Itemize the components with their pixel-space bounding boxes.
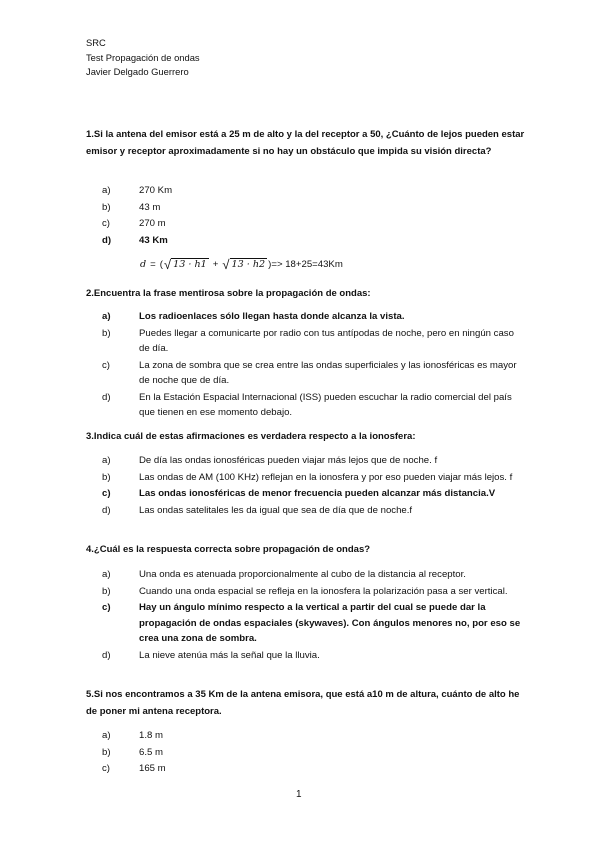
option-letter: c) [102, 218, 110, 229]
option-text: De día las ondas ionosféricas pueden viajar más lejos que de noche. f [139, 455, 438, 466]
option-letter: c) [102, 602, 111, 613]
formula-close-paren: ) [268, 259, 272, 270]
document-header [86, 36, 200, 80]
option-text: Cuando una onda espacial se refleja en la ionosfera la polarización pasa a ser vertical. [139, 585, 508, 597]
option-text: Las ondas satelitales les da igual que sea de día que de noche.f [139, 504, 413, 516]
option-letter: d) [102, 234, 112, 246]
option-4d[interactable] [86, 648, 526, 664]
option-4b[interactable] [86, 584, 526, 600]
question-4-options [86, 567, 526, 664]
formula [140, 258, 343, 271]
option-5b[interactable] [86, 745, 526, 761]
option-5c[interactable] [86, 761, 526, 777]
question-1-options [86, 183, 526, 249]
option-2c[interactable] [86, 358, 526, 389]
option-2b[interactable] [86, 326, 526, 357]
question-4: 4.¿Cuál es la respuesta correcta sobre propagación de ondas? [86, 544, 371, 555]
question-5-options [86, 728, 526, 778]
formula-open-paren: ( [159, 259, 163, 270]
option-text: La zona de sombra que se crea entre las ondas superficiales y las ionosféricas es mayor de noche que de día. [139, 359, 517, 386]
option-letter: c) [102, 359, 110, 371]
question-2-options [86, 309, 526, 422]
option-text: Las ondas de AM (100 KHz) reflejan en la ionosfera y por eso pueden viajar más lejos. f [139, 471, 513, 483]
option-3b[interactable] [86, 470, 526, 486]
radicand-2: 13 · h2 [231, 259, 266, 270]
option-4c[interactable] [86, 600, 526, 647]
option-1b[interactable] [86, 200, 526, 216]
option-text: Las ondas ionosféricas de menor frecuencia pueden alcanzar más distancia.V [139, 488, 496, 499]
radicand-1: 13 · h1 [173, 259, 207, 270]
option-3d[interactable] [86, 503, 526, 519]
option-text: Una onda es atenuada proporcionalmente al cubo de la distancia al receptor. [139, 569, 466, 580]
option-letter: a) [102, 730, 111, 741]
question-3: 3.Indica cuál de estas afirmaciones es verdadera respecto a la ionosfera: [86, 431, 416, 442]
option-1d[interactable] [86, 233, 526, 249]
option-text: 6.5 m [139, 746, 163, 758]
option-4a[interactable] [86, 567, 526, 583]
option-letter: c) [102, 763, 110, 774]
option-1a[interactable] [86, 183, 526, 199]
option-text: En la Estación Espacial Internacional (ISS) pueden escuchar la radio comercial del país que tienen en ese momento debajo. [139, 391, 512, 418]
option-letter: b) [102, 327, 111, 339]
sqrt-2 [222, 258, 267, 271]
formula-result: => 18+25=43Km [271, 259, 343, 270]
option-letter: b) [102, 471, 111, 483]
option-2a[interactable] [86, 309, 526, 325]
question-5: 5.Si nos encontramos a 35 Km de la antena emisora, que está a10 m de altura, cuánto de alto he de poner mi antena receptora. [86, 689, 520, 717]
option-letter: d) [102, 391, 111, 403]
question-2: 2.Encuentra la frase mentirosa sobre la propagación de ondas: [86, 288, 371, 299]
question-1: 1.Si la antena del emisor está a 25 m de alto y la del receptor a 50, ¿Cuánto de lejos pueden estar emisor y receptor aproximadamente si no hay un obstáculo que impida su visión directa? [86, 129, 525, 157]
header-line-2: Test Propagación de ondas [86, 51, 200, 63]
formula-plus: + [212, 259, 219, 270]
option-2d[interactable] [86, 390, 526, 421]
option-letter: a) [102, 185, 111, 196]
page-number: 1 [296, 789, 302, 800]
option-letter: d) [102, 649, 111, 661]
radical-sign-icon: √ [222, 257, 230, 272]
option-text: 270 m [139, 218, 166, 229]
sqrt-1 [164, 258, 209, 271]
radical-sign-icon: √ [163, 257, 172, 272]
option-letter: b) [102, 746, 111, 758]
question-3-options [86, 453, 526, 519]
option-text: La nieve atenúa más la señal que la lluvia. [139, 649, 320, 661]
option-letter: a) [102, 455, 111, 466]
option-text: 165 m [139, 763, 166, 774]
option-text: Hay un ángulo mínimo respecto a la vertical a partir del cual se puede dar la propagación de ondas espaciales (skywaves). Con ángulos menores no, por eso se crea una zona de sombra. [139, 602, 521, 644]
header-line-1: SRC [86, 37, 106, 48]
option-5a[interactable] [86, 728, 526, 744]
option-text: Puedes llegar a comunicarte por radio con tus antípodas de noche, pero en ningún caso de día. [139, 327, 514, 354]
option-3a[interactable] [86, 453, 526, 469]
option-letter: a) [102, 569, 111, 580]
option-text: Los radioenlaces sólo llegan hasta donde alcanza la vista. [139, 311, 405, 322]
option-text: 43 m [139, 201, 161, 213]
header-line-3: Javier Delgado Guerrero [86, 66, 189, 77]
option-text: 270 Km [139, 185, 173, 196]
option-text: 1.8 m [139, 730, 163, 741]
option-letter: b) [102, 201, 111, 213]
formula-lhs: d [140, 259, 147, 270]
option-1c[interactable] [86, 216, 526, 232]
option-letter: a) [102, 311, 111, 322]
option-letter: c) [102, 488, 111, 499]
option-letter: d) [102, 504, 111, 516]
formula-equals: = [150, 259, 156, 270]
option-letter: b) [102, 585, 111, 597]
option-text: 43 Km [139, 234, 168, 246]
option-3c[interactable] [86, 486, 526, 502]
